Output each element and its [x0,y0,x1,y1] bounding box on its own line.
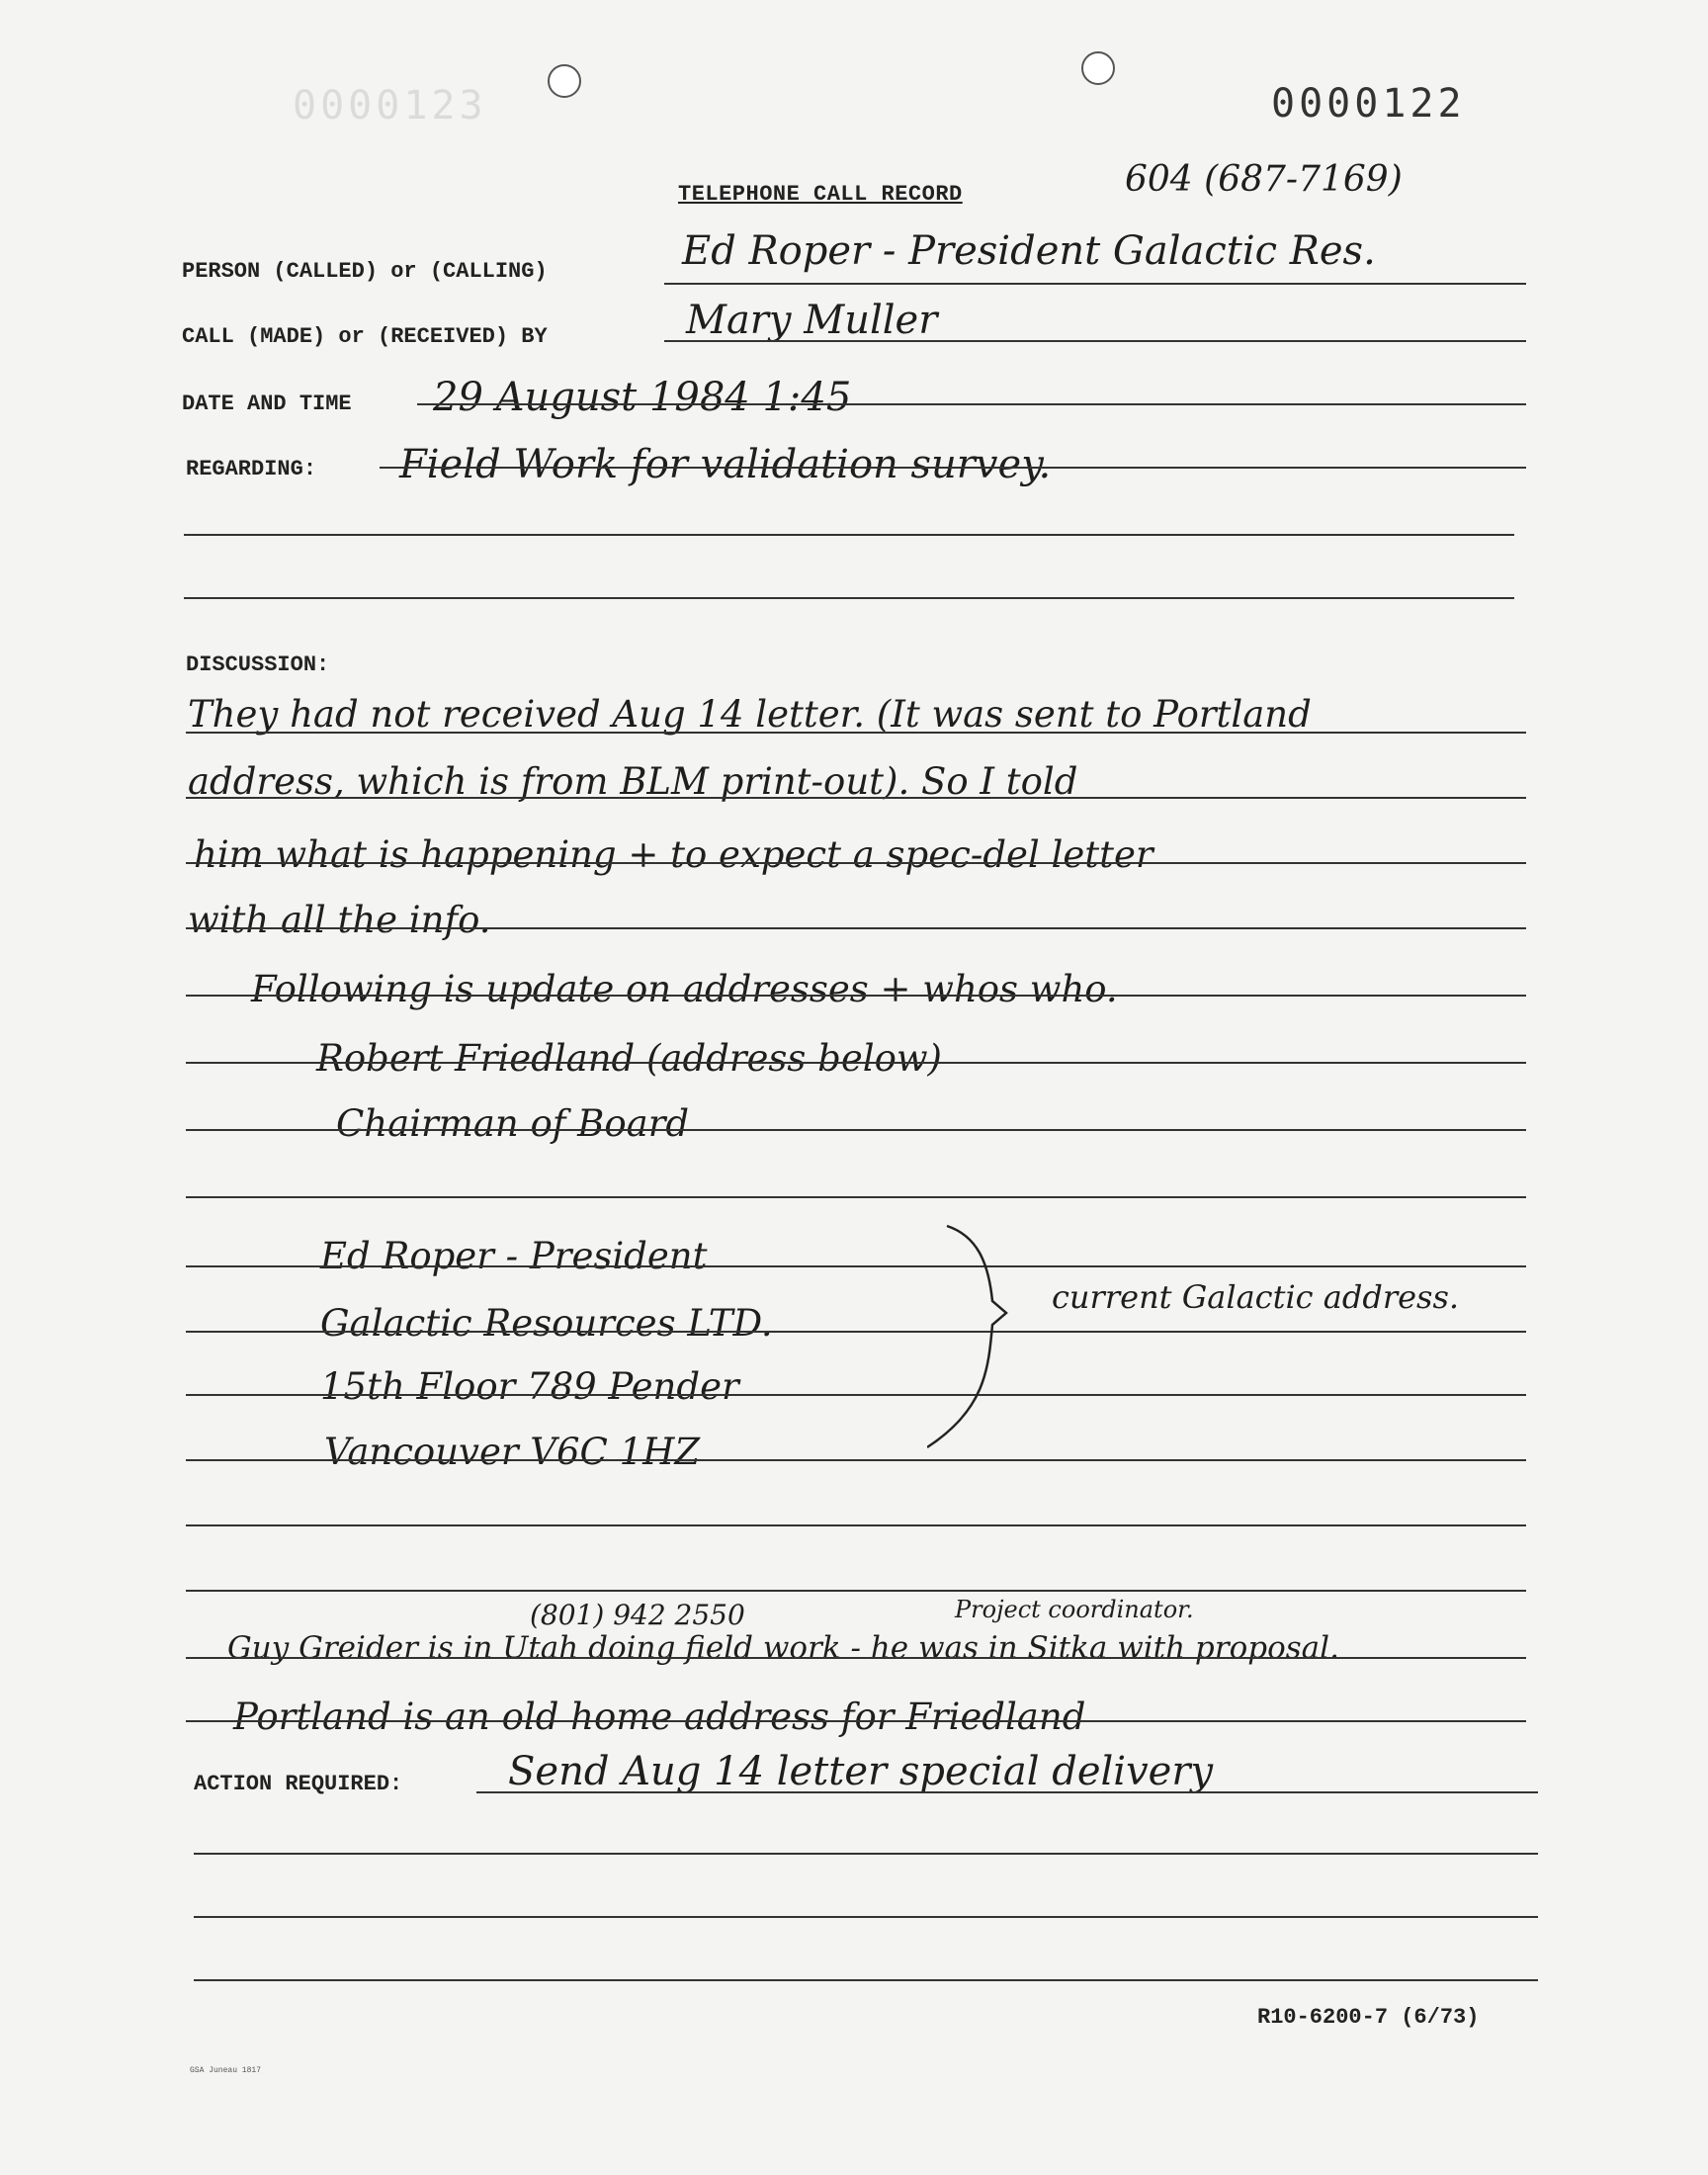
rule-discussion-9 [186,1265,1526,1267]
rule-action-2 [194,1853,1538,1855]
discussion-line-1: They had not received Aug 14 letter. (It was sent to Portland [188,693,1312,736]
form-code: R10-6200-7 (6/73) [1257,2005,1480,2030]
punch-hole-right [1081,51,1115,85]
discussion-line-9: Ed Roper - President [320,1235,708,1277]
rule-action [476,1791,1538,1793]
rule-call-by [664,340,1526,342]
rule-discussion-12 [186,1459,1526,1461]
label-action: ACTION REQUIRED: [194,1772,403,1796]
rule-discussion-5 [186,995,1526,997]
discussion-line-4: with all the info. [188,899,491,941]
value-person: Ed Roper - President Galactic Res. [682,228,1376,274]
serial-number: 0000122 [1271,81,1466,127]
rule-discussion-13 [186,1524,1526,1526]
phone-above: (801) 942 2550 [530,1599,745,1631]
rule-discussion-3 [186,862,1526,864]
discussion-line-15: Portland is an old home address for Friedland [233,1696,1086,1738]
label-date-time: DATE AND TIME [182,392,352,416]
rule-regarding [380,467,1526,469]
discussion-line-12: Vancouver V6C 1HZ [324,1431,701,1473]
value-call-by: Mary Muller [686,298,938,343]
discussion-line-3: him what is happening + to expect a spec-del letter [194,833,1153,876]
form-title: TELEPHONE CALL RECORD [678,182,963,207]
value-regarding: Field Work for validation survey. [399,442,1052,487]
rule-blank-2 [184,597,1514,599]
rule-discussion-2 [186,797,1526,799]
label-regarding: REGARDING: [186,457,317,481]
punch-hole-left [548,64,581,98]
discussion-line-11: 15th Floor 789 Pender [320,1365,739,1408]
address-brace [927,1222,1016,1469]
rule-blank-1 [184,534,1514,536]
rule-discussion-15 [186,1657,1526,1659]
label-person: PERSON (CALLED) or (CALLING) [182,259,548,284]
discussion-line-6: Robert Friedland (address below) [316,1037,942,1080]
value-action: Send Aug 14 letter special delivery [508,1749,1214,1794]
discussion-line-10: Galactic Resources LTD. [320,1302,773,1345]
rule-discussion-11 [186,1394,1526,1396]
role-above: Project coordinator. [955,1596,1194,1623]
discussion-line-14: Guy Greider is in Utah doing field work - he was in Sitka with proposal. [227,1630,1339,1666]
rule-discussion-8 [186,1196,1526,1198]
label-call-by: CALL (MADE) or (RECEIVED) BY [182,324,548,349]
discussion-line-2: address, which is from BLM print-out). So I told [188,760,1078,803]
rule-action-3 [194,1916,1538,1918]
discussion-line-5: Following is update on addresses + whos who. [251,968,1118,1010]
phone-note: 604 (687-7169) [1125,159,1403,200]
rule-discussion-7 [186,1129,1526,1131]
discussion-line-7: Chairman of Board [336,1102,690,1145]
rule-discussion-14 [186,1590,1526,1592]
rule-discussion-4 [186,927,1526,929]
rule-person [664,283,1526,285]
rule-discussion-6 [186,1062,1526,1064]
rule-discussion-16 [186,1720,1526,1722]
rule-action-4 [194,1979,1538,1981]
rule-discussion-10 [186,1331,1526,1333]
rule-discussion-1 [186,732,1526,734]
brace-note: current Galactic address. [1052,1278,1460,1316]
ghost-serial-number: 0000123 [293,83,487,129]
printer-mark: GSA Juneau 1817 [190,2066,262,2075]
rule-date-time [417,403,1526,405]
value-date-time: 29 August 1984 1:45 [433,375,852,420]
label-discussion: DISCUSSION: [186,652,330,677]
